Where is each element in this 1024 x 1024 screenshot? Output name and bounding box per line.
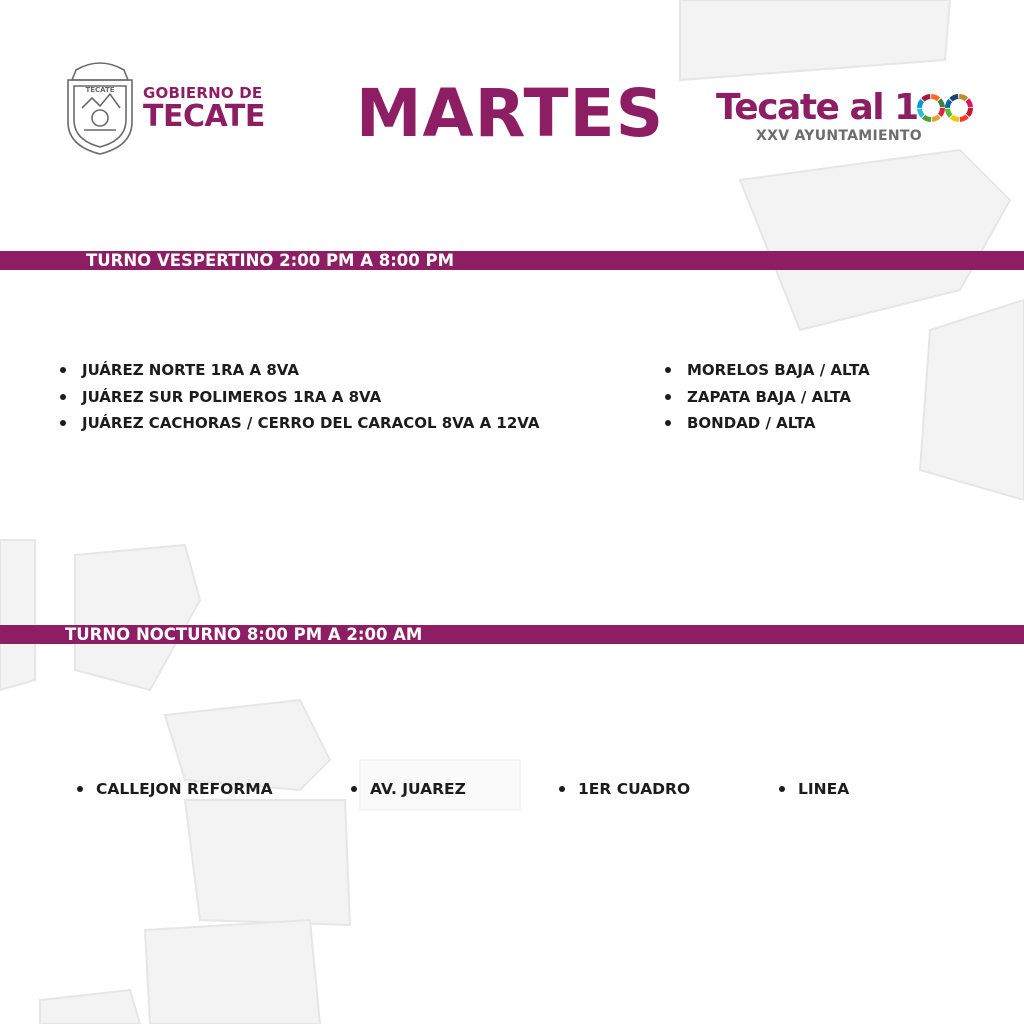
list-item: MORELOS BAJA / ALTA [665,357,870,384]
page-title: MARTES [355,75,665,152]
brand-main-text: Tecate al 1 [716,87,918,128]
shift-label-vespertino: TURNO VESPERTINO 2:00 PM A 8:00 PM [86,251,455,270]
list-item: BONDAD / ALTA [665,410,870,437]
gobierno-logo [143,84,265,132]
list-item: AV. JUAREZ [351,778,466,800]
gobierno-line1: GOBIERNO DE [143,84,263,102]
color-wheel-zero-icon [944,93,974,123]
list-item: JUÁREZ SUR POLIMEROS 1RA A 8VA [60,384,540,411]
color-wheel-zero-icon [916,93,946,123]
tecate-seal-icon [62,60,138,156]
list-item: JUÁREZ CACHORAS / CERRO DEL CARACOL 8VA A 12VA [60,410,540,437]
brand-subtitle: XXV AYUNTAMIENTO [756,128,922,144]
shift-bar-nocturno [0,625,1024,644]
vespertino-list-right [665,357,870,437]
gobierno-line2: TECATE [143,99,265,134]
shift-label-nocturno: TURNO NOCTURNO 8:00 PM A 2:00 AM [65,625,423,644]
vespertino-list-left [60,357,540,437]
tecate-al-100-logo [716,88,976,144]
svg-text:TECATE: TECATE [85,86,115,94]
shift-bar-vespertino [0,251,1024,270]
list-item: ZAPATA BAJA / ALTA [665,384,870,411]
list-item: JUÁREZ NORTE 1RA A 8VA [60,357,540,384]
list-item: CALLEJON REFORMA [77,778,273,800]
list-item: LINEA [779,778,849,800]
list-item: 1ER CUADRO [559,778,690,800]
